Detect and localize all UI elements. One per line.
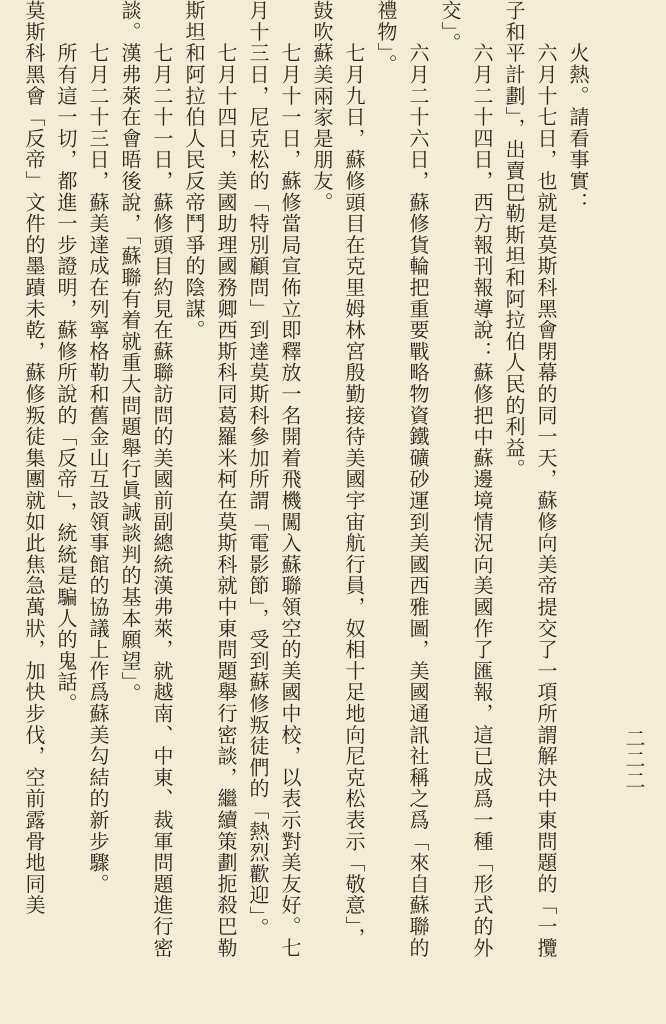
text-column: 六月十七日，也就是莫斯科黑會閉幕的同一天，蘇修向美帝提交了一項所謂解決中東問題的「一攬	[534, 0, 558, 959]
text-column: 七月二十一日，蘇修頭目約見在蘇聯訪問的美國前副總統漢弗萊，就越南、中東、裁軍問題進行密	[150, 0, 174, 959]
text-column: 七月二十三日，蘇美達成在列寧格勒和舊金山互設領事館的協議上作爲蘇美勾結的新步驟。	[86, 0, 110, 895]
text-column: 鼓吹蘇美兩家是朋友。	[310, 0, 334, 213]
text-column: 六月二十六日，蘇修貨輪把重要戰略物資鐵礦砂運到美國西雅圖，美國通訊社稱之爲「來自蘇聯的	[406, 0, 430, 959]
text-column: 七月十一日，蘇修當局宣佈立即釋放一名開着飛機闖入蘇聯領空的美國中校，以表示對美友好。七	[278, 0, 302, 959]
text-column: 七月十四日，美國助理國務卿西斯科同葛羅米柯在莫斯科就中東問題舉行密談，繼續策劃扼殺巴勒	[214, 0, 238, 959]
text-column: 斯坦和阿拉伯人民反帝鬥爭的陰謀。	[182, 0, 206, 341]
text-column: 六月二十四日，西方報刊報導說：蘇修把中蘇邊境情況向美國作了匯報，這已成爲一種「形式的外	[470, 0, 494, 959]
text-column: 談。漢弗萊在會晤後說，「蘇聯有着就重大問題舉行眞誠談判的基本願望」。	[118, 0, 142, 705]
text-column: 火熱。請看事實：	[566, 0, 590, 213]
text-column: 交」。	[438, 0, 462, 54]
text-column: 月十三日，尼克松的「特別顧問」到達莫斯科參加所謂「電影節」，受到蘇修叛徒們的「熱烈歡迎」。	[246, 0, 270, 939]
text-column: 所有這一切，都進一步證明，蘇修所說的「反帝」，統統是騙人的鬼話。	[54, 0, 78, 715]
text-column: 七月九日，蘇修頭目在克里姆林宮殷勤接待美國宇宙航行員，奴相十足地向尼克松表示「敬意」，	[342, 0, 366, 949]
text-column: 禮物」。	[374, 0, 398, 76]
text-column: 莫斯科黑會「反帝」文件的墨蹟未乾，蘇修叛徒集團就如此焦急萬狀，加快步伐，空前露骨地同美	[22, 0, 46, 916]
page-number: 二二二	[622, 728, 646, 791]
text-column: 子和平計劃」，出賣巴勒斯坦和阿拉伯人民的利益。	[502, 0, 526, 480]
